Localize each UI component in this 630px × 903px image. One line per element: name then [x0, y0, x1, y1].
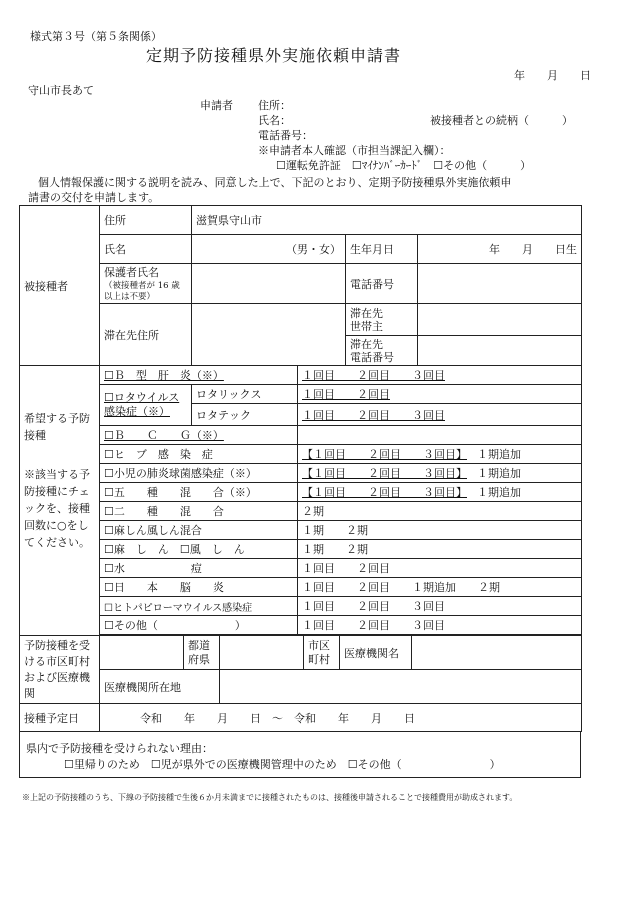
phone-label: 電話番号 [346, 264, 418, 304]
applicant-phone-label: 電話番号： [258, 129, 313, 142]
vaccine-pneumococcal[interactable]: ☐小児の肺炎球菌感染症（※） [100, 464, 298, 483]
applicant-address-label: 住所： [258, 99, 291, 112]
address-label: 住所 [100, 206, 192, 235]
intro-text-1: 個人情報保護に関する説明を読み、同意した上で、下記のとおり、定期予防接種県外実施依頼申 [38, 176, 512, 189]
application-date: 年 月 日 [514, 69, 591, 82]
patient-section-label: 被接種者 [20, 206, 100, 366]
doses-hib[interactable] [298, 445, 582, 464]
applicant-label: 申請者 [200, 99, 233, 112]
patient-table [19, 205, 582, 366]
guardian-label: 保護者氏名 [104, 265, 159, 279]
vaccine-note: ※該当する予防接種にチェックを、接種回数に○をしてください。 [24, 468, 90, 549]
vaccine-hepb[interactable]: ☐Ｂ 型 肝 炎（※） [100, 366, 298, 385]
reason-options[interactable]: ☐里帰りのため ☐児が県外での医療機関管理中のため ☐その他（ ） [64, 758, 501, 771]
vaccine-other[interactable]: ☐その他（ ） [100, 616, 298, 635]
vaccine-varicella[interactable]: ☐水 痘 [100, 559, 298, 578]
intro-text-2: 請書の交付を申請します。 [28, 191, 160, 204]
doses-pneumo-primary[interactable]: 【１回目 ２回目 ３回目】 [302, 467, 467, 480]
vaccine-pentavalent[interactable]: ☐五 種 混 合（※） [100, 483, 298, 502]
doses-dt[interactable]: ２期 [298, 502, 582, 521]
doses-pentavalent[interactable] [298, 483, 582, 502]
doses-rotateq[interactable]: １回目 ２回目 ３回目 [298, 404, 582, 426]
reason-label: 県内で予防接種を受けられない理由： [26, 742, 213, 755]
vaccine-je[interactable]: ☐日 本 脳 炎 [100, 578, 298, 597]
vaccine-hib[interactable]: ☐ヒ ブ 感 染 症 [100, 445, 298, 464]
doses-measles-rubella[interactable]: １期 ２期 [298, 540, 582, 559]
guardian-cell [100, 264, 192, 304]
page-title: 定期予防接種県外実施依頼申請書 [146, 46, 402, 65]
clinic-address-label: 医療機関所在地 [100, 670, 220, 704]
stay-phone-label: 滞在先 電話番号 [346, 336, 418, 366]
facility-section-label: 予防接種を受ける市区町村および医療機関 [20, 636, 100, 704]
doses-varicella[interactable]: １回目 ２回目 [298, 559, 582, 578]
vaccine-mr[interactable]: ☐麻しん風しん混合 [100, 521, 298, 540]
doses-je[interactable]: １回目 ２回目 １期追加 ２期 [298, 578, 582, 597]
city-field[interactable] [220, 636, 304, 670]
clinic-name-label: 医療機関名 [340, 636, 412, 670]
doses-hib-booster[interactable]: １期追加 [477, 448, 521, 461]
stay-phone-field[interactable] [418, 336, 582, 366]
reason-box [19, 731, 581, 778]
address-field[interactable]: 滋賀県守山市 [192, 206, 582, 235]
schedule-label: 接種予定日 [20, 704, 100, 732]
stay-head-label: 滞在先 世帯主 [346, 304, 418, 336]
vaccine-rotateq: ロタテック [192, 404, 298, 426]
vaccine-dt[interactable]: ☐二 種 混 合 [100, 502, 298, 521]
doses-hepb[interactable]: １回目 ２回目 ３回目 [298, 366, 582, 385]
guardian-field[interactable] [192, 264, 346, 304]
stay-address-label: 滞在先住所 [100, 304, 192, 366]
applicant-name-label: 氏名： [258, 114, 291, 127]
vaccine-table [19, 365, 582, 636]
addressee: 守山市長あて [28, 84, 94, 97]
identity-confirm-label: ※申請者本人確認（市担当課記入欄）： [258, 144, 451, 157]
vaccine-measles-rubella[interactable]: ☐麻 し ん ☐風 し ん [100, 540, 298, 559]
facility-table [19, 635, 582, 704]
doses-hpv[interactable]: １回目 ２回目 ３回目 [298, 597, 582, 616]
sex-selector[interactable]: （男・女） [286, 243, 341, 256]
pref-label: 都道 府県 [184, 636, 220, 670]
doses-hib-primary[interactable]: 【１回目 ２回目 ３回目】 [302, 448, 467, 461]
doses-pneumococcal[interactable] [298, 464, 582, 483]
doses-pneumo-booster[interactable]: １期追加 [477, 467, 521, 480]
name-field[interactable] [192, 235, 346, 264]
schedule-table [19, 703, 582, 732]
stay-address-field[interactable] [192, 304, 346, 366]
relation-label: 被接種者との続柄（ ） [430, 114, 573, 127]
stay-head-field[interactable] [418, 304, 582, 336]
phone-field[interactable] [418, 264, 582, 304]
pref-field[interactable] [100, 636, 184, 670]
vaccine-hpv[interactable]: ☐ヒトパピローマウイルス感染症 [100, 597, 298, 616]
doses-penta-booster[interactable]: １期追加 [477, 486, 521, 499]
vaccine-section-cell [20, 366, 100, 636]
vaccine-section-label: 希望する予防接種 [24, 412, 90, 442]
guardian-note: （被接種者が 16 歳以上は不要） [104, 280, 180, 302]
name-label: 氏名 [100, 235, 192, 264]
doses-other[interactable]: １回目 ２回目 ３回目 [298, 616, 582, 635]
vaccine-rotarix: ロタリックス [192, 385, 298, 404]
doses-mr[interactable]: １期 ２期 [298, 521, 582, 540]
vaccine-bcg[interactable]: ☐Ｂ Ｃ Ｇ（※） [100, 426, 298, 445]
vaccine-rota[interactable]: ☐ロタウイルス感染症（※） [100, 385, 192, 426]
doses-rotarix[interactable]: １回目 ２回目 [298, 385, 582, 404]
schedule-field[interactable]: 令和 年 月 日 ～ 令和 年 月 日 [100, 704, 582, 732]
dob-label: 生年月日 [346, 235, 418, 264]
identity-confirm-options[interactable]: ☐運転免許証 ☐ﾏｲﾅﾝﾊﾞｰｶｰﾄﾞ ☐その他（ ） [276, 159, 532, 172]
doses-bcg[interactable] [298, 426, 582, 445]
dob-field[interactable]: 年 月 日生 [418, 235, 582, 264]
doses-penta-primary[interactable]: 【１回目 ２回目 ３回目】 [302, 486, 467, 499]
city-label: 市区 町村 [304, 636, 340, 670]
footnote: ※上記の予防接種のうち、下線の予防接種で生後６か月未満までに接種されたものは、接種後申請されることで接種費用が助成されます。 [22, 793, 518, 802]
clinic-address-field[interactable] [220, 670, 582, 704]
form-number: 様式第３号（第５条関係） [30, 30, 162, 43]
clinic-name-field[interactable] [412, 636, 582, 670]
